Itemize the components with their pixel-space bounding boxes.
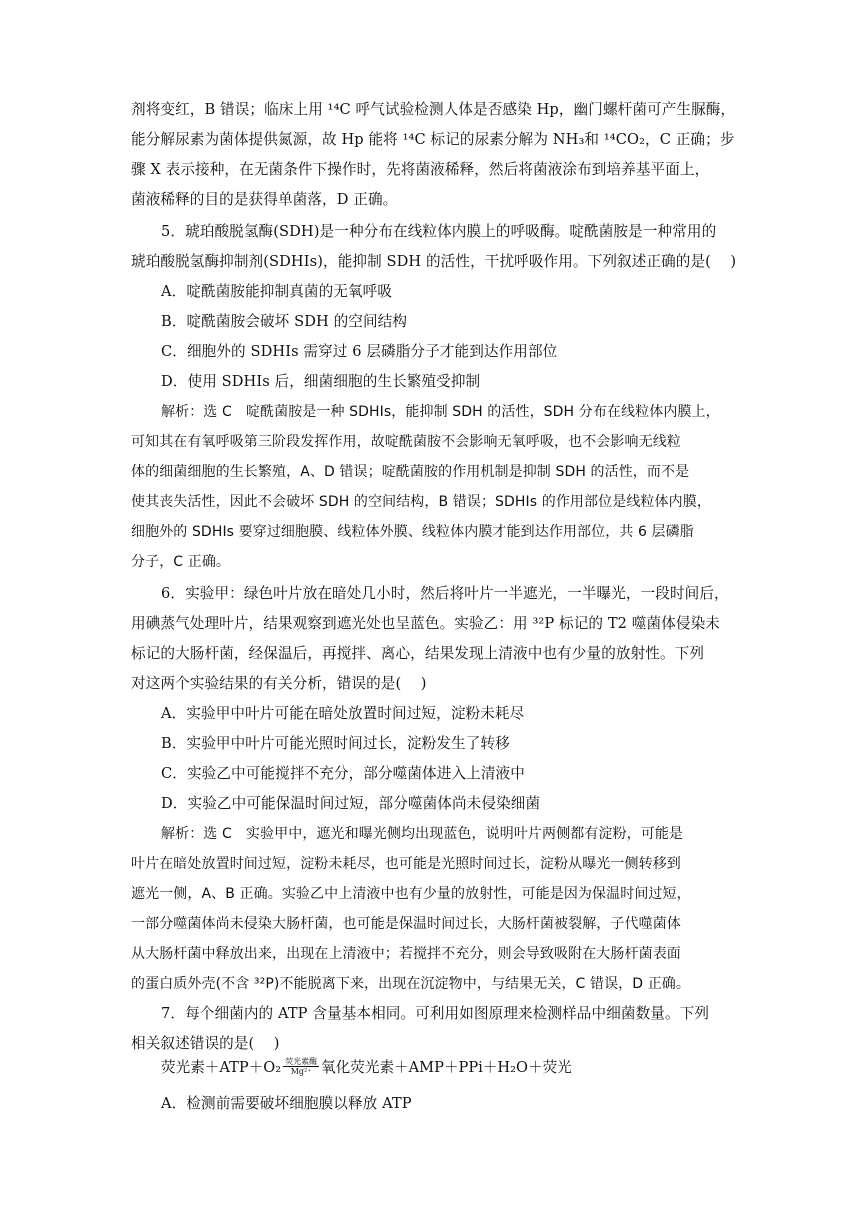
question-5-analysis: 可知其在有氧呼吸第三阶段发挥作用，故啶酰菌胺不会影响无氧呼吸，也不会影响无线粒	[131, 434, 681, 450]
question-6-analysis: 叶片在暗处放置时间过短，淀粉未耗尽，也可能是光照时间过长，淀粉从曝光一侧转移到	[131, 856, 681, 872]
equation-right: 氧化荧光素＋AMP＋PPi＋H₂O＋荧光	[321, 1059, 572, 1076]
question-5-stem: 5．琥珀酸脱氢酶(SDH)是一种分布在线粒体内膜上的呼吸酶。啶酰菌胺是一种常用的	[161, 223, 717, 240]
question-6-option-a: A．实验甲中叶片可能在暗处放置时间过短，淀粉未耗尽	[161, 705, 525, 722]
question-7-stem: 7．每个细菌内的 ATP 含量基本相同。可利用如图原理来检测样品中细菌数量。下列	[161, 1005, 710, 1022]
question-6-stem: 用碘蒸气处理叶片，结果观察到遮光处也呈蓝色。实验乙：用 ³²P 标记的 T2 噬菌体侵染未	[131, 615, 720, 632]
question-5-option-d: D．使用 SDHIs 后，细菌细胞的生长繁殖受抑制	[161, 373, 481, 390]
question-6-analysis: 遮光一侧，A、B 正确。实验乙中上清液中也有少量的放射性，可能是因为保温时间过短，	[131, 886, 691, 902]
question-6-analysis: 解析：选 C 实验甲中，遮光和曝光侧均出现蓝色，说明叶片两侧都有淀粉，可能是	[161, 826, 684, 842]
question-5-option-b: B．啶酰菌胺会破坏 SDH 的空间结构	[161, 313, 408, 330]
question-6-stem: 6．实验甲：绿色叶片放在暗处几小时，然后将叶片一半遮光，一半曝光，一段时间后，	[161, 585, 729, 602]
equation-catalyst: 荧光素酶	[285, 1056, 318, 1066]
text-line: 剂将变红，B 错误；临床上用 ¹⁴C 呼气试验检测人体是否感染 Hp，幽门螺杆菌可产生脲酶，	[131, 101, 736, 118]
question-6-analysis: 的蛋白质外壳(不含 ³²P)不能脱离下来，出现在沉淀物中，与结果无关，C 错误，D 正确。	[131, 976, 690, 992]
question-5-analysis: 使其丧失活性，因此不会破坏 SDH 的空间结构，B 错误；SDHIs 的作用部位是线粒体内膜，	[131, 494, 711, 510]
question-6-option-c: C．实验乙中可能搅拌不充分，部分噬菌体进入上清液中	[161, 765, 525, 782]
question-5-stem: 琥珀酸脱氢酶抑制剂(SDHIs)，能抑制 SDH 的活性，干扰呼吸作用。下列叙述正确的是( )	[131, 253, 737, 270]
question-5-analysis: 体的细菌细胞的生长繁殖，A、D 错误；啶酰菌胺的作用机制是抑制 SDH 的活性，而不是	[131, 464, 690, 480]
question-6-stem: 标记的大肠杆菌，经保温后，再搅拌、离心，结果发现上清液中也有少量的放射性。下列	[131, 645, 705, 662]
question-5-analysis: 分子，C 正确。	[131, 554, 231, 570]
question-5-option-a: A．啶酰菌胺能抑制真菌的无氧呼吸	[161, 283, 393, 300]
text-line: 骤 X 表示接种，在无菌条件下操作时，先将菌液稀释，然后将菌液涂布到培养基平面上，	[131, 161, 710, 178]
question-6-option-b: B．实验甲中叶片可能光照时间过长，淀粉发生了转移	[161, 735, 510, 752]
equation-left: 荧光素＋ATP＋O₂	[161, 1059, 282, 1076]
equation-cofactor: Mg²⁺	[290, 1066, 312, 1076]
question-6-option-d: D．实验乙中可能保温时间过短，部分噬菌体尚未侵染细菌	[161, 795, 541, 812]
question-7-stem: 相关叙述错误的是( )	[131, 1035, 280, 1052]
question-5-analysis: 解析：选 C 啶酰菌胺是一种 SDHIs，能抑制 SDH 的活性，SDH 分布在线粒体内膜上，	[161, 404, 720, 420]
question-5-option-c: C．细胞外的 SDHIs 需穿过 6 层磷脂分子才能到达作用部位	[161, 343, 558, 360]
question-7-option-a: A．检测前需要破坏细胞膜以释放 ATP	[161, 1095, 412, 1112]
reaction-arrow	[283, 1057, 319, 1076]
question-6-analysis: 从大肠杆菌中释放出来，出现在上清液中；若搅拌不充分，则会导致吸附在大肠杆菌表面	[131, 946, 681, 962]
text-line: 菌液稀释的目的是获得单菌落，D 正确。	[131, 191, 398, 208]
reaction-equation	[161, 1058, 572, 1078]
question-6-analysis: 一部分噬菌体尚未侵染大肠杆菌，也可能是保温时间过长，大肠杆菌被裂解，子代噬菌体	[131, 916, 681, 932]
question-5-analysis: 细胞外的 SDHIs 要穿过细胞膜、线粒体外膜、线粒体内膜才能到达作用部位，共 6 层磷脂	[131, 524, 694, 540]
question-6-stem: 对这两个实验结果的有关分析，错误的是( )	[131, 675, 427, 692]
text-line: 能分解尿素为菌体提供氮源，故 Hp 能将 ¹⁴C 标记的尿素分解为 NH₃和 ¹⁴CO₂，C 正确；步	[131, 131, 735, 148]
